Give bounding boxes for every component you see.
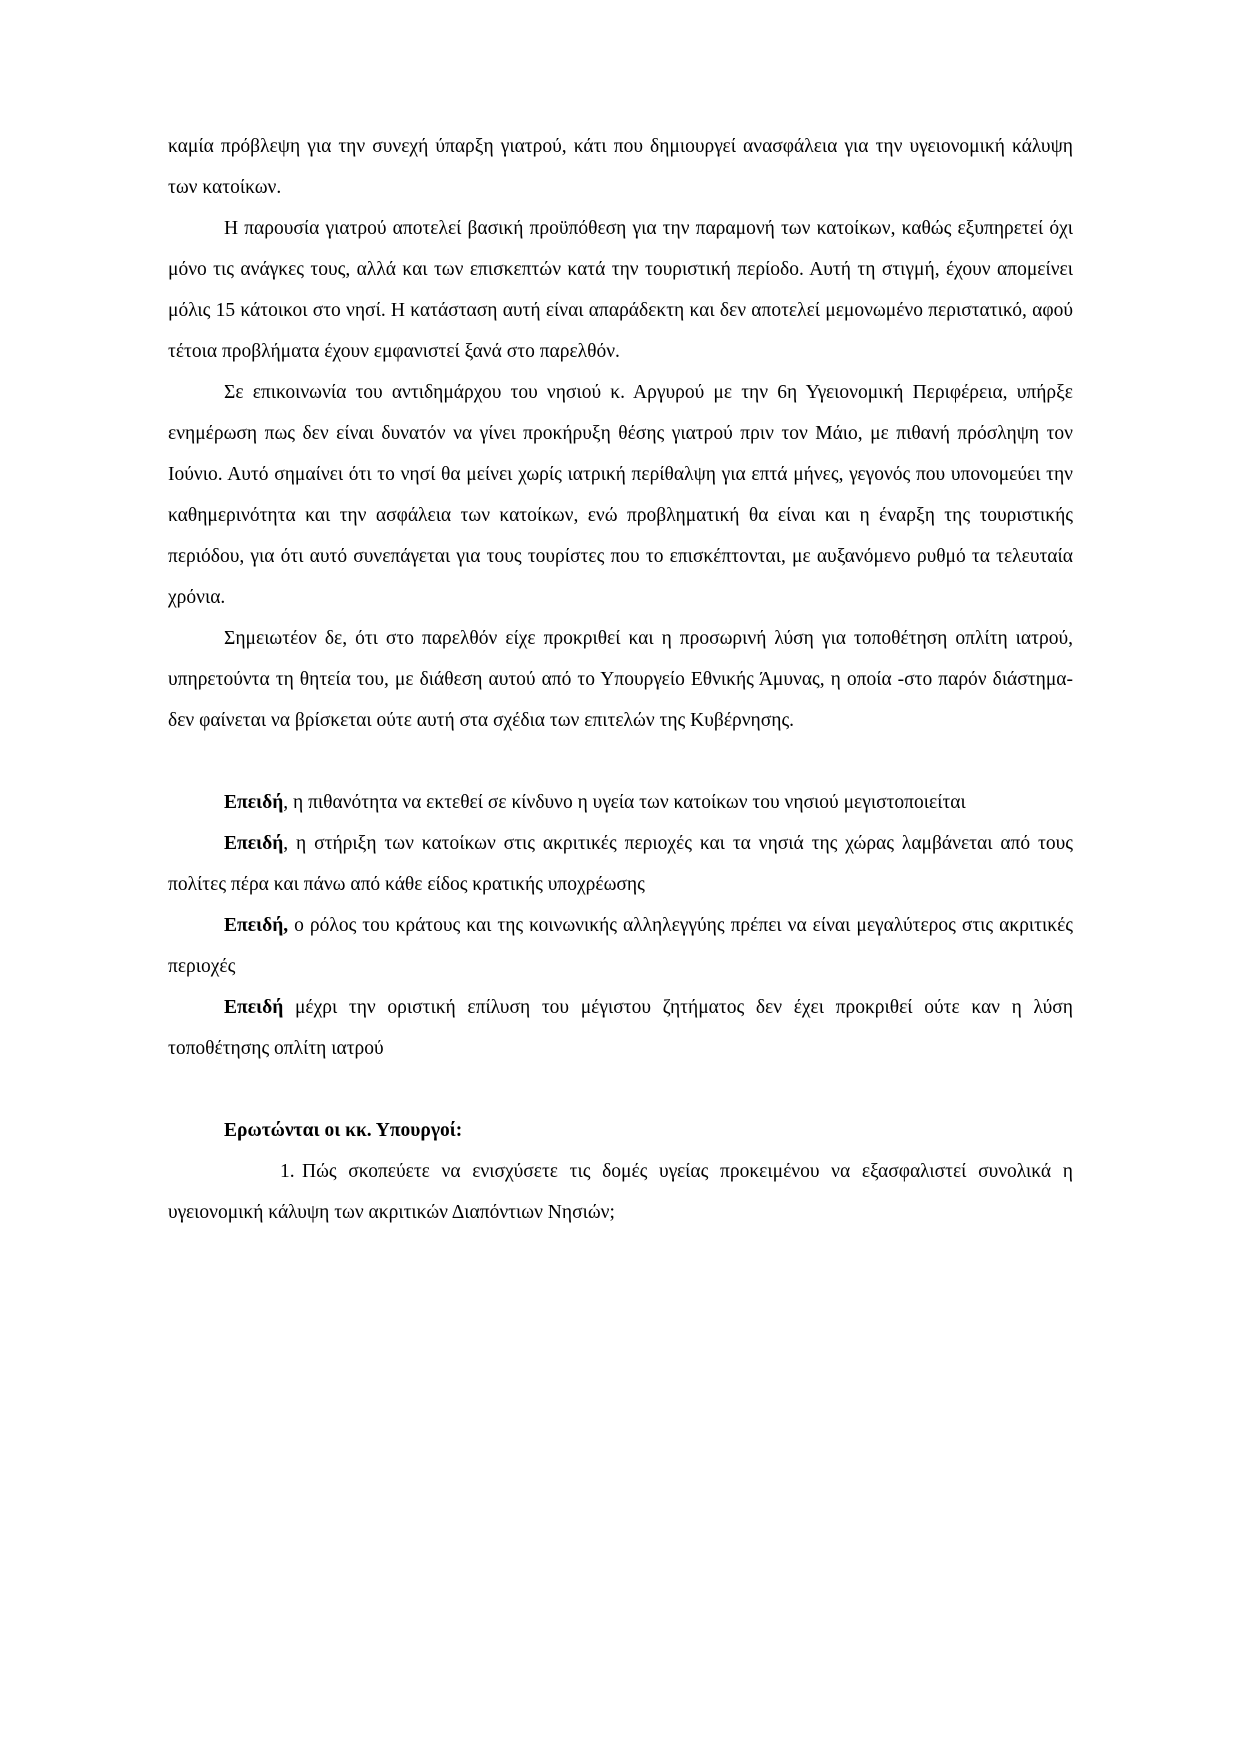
section-spacer bbox=[168, 741, 1073, 782]
clause-lead-3: Επειδή, bbox=[224, 915, 289, 936]
clause-item-4 bbox=[168, 987, 1073, 1069]
clause-item-2 bbox=[168, 823, 1073, 905]
clause-text-4: μέχρι την οριστική επίλυση του μέγιστου ζητήματος δεν έχει προκριθεί ούτε καν η λύση τοποθέτησης οπλίτη ιατρού bbox=[168, 997, 1073, 1059]
paragraph-temporary-solution: Σημειωτέον δε, ότι στο παρελθόν είχε προκριθεί και η προσωρινή λύση για τοποθέτηση οπλίτη ιατρού, υπηρετούντα τη θητεία του, με διάθεση αυτού από το Υπουργείο Εθνικής Άμυνας, η οποία -στο παρόν διάστημα- δεν φαίνεται να βρίσκεται ούτε αυτή στα σχέδια των επιτελών της Κυβέρνησης. bbox=[168, 628, 1073, 731]
question-item-1 bbox=[168, 1151, 1073, 1233]
document-body bbox=[168, 126, 1073, 1233]
question-number-1: 1. bbox=[280, 1161, 295, 1182]
questions-heading: Ερωτώνται οι κκ. Υπουργοί: bbox=[224, 1120, 463, 1141]
clause-item-3 bbox=[168, 905, 1073, 987]
paragraph-communication: Σε επικοινωνία του αντιδημάρχου του νησιού κ. Αργυρού με την 6η Υγειονομική Περιφέρεια, υπήρξε ενημέρωση πως δεν είναι δυνατόν να γίνει προκήρυξη θέσης γιατρού πριν τον Μάιο, με πιθανή πρόσληψη τον Ιούνιο. Αυτό σημαίνει ότι το νησί θα μείνει χωρίς ιατρική περίθαλψη για επτά μήνες, γεγονός που υπονομεύει την καθημερινότητα και την ασφάλεια των κατοίκων, ενώ προβληματική θα είναι και η έναρξη της τουριστικής περιόδου, για ότι αυτό συνεπάγεται για τους τουρίστες που το επισκέπτονται, με αυξανόμενο ρυθμό τα τελευταία χρόνια. bbox=[168, 382, 1073, 608]
clause-lead-4: Επειδή bbox=[224, 997, 284, 1018]
clause-lead-1: Επειδή bbox=[224, 792, 284, 813]
clause-lead-suffix-2: , bbox=[283, 833, 297, 854]
clause-lead-suffix-4 bbox=[283, 997, 295, 1018]
clause-item-1 bbox=[168, 782, 1073, 823]
clause-text-1: η πιθανότητα να εκτεθεί σε κίνδυνο η υγεία των κατοίκων του νησιού μεγιστοποιείται bbox=[293, 792, 966, 813]
paragraph-doctor-presence: Η παρουσία γιατρού αποτελεί βασική προϋπόθεση για την παραμονή των κατοίκων, καθώς εξυπηρετεί όχι μόνο τις ανάγκες τους, αλλά και των επισκεπτών κατά την τουριστική περίοδο. Αυτή τη στιγμή, έχουν απομείνει μόλις 15 κάτοικοι στο νησί. Η κατάσταση αυτή είναι απαράδεκτη και δεν αποτελεί μεμονωμένο περιστατικό, αφού τέτοια προβλήματα έχουν εμφανιστεί ξανά στο παρελθόν. bbox=[168, 218, 1073, 362]
clause-lead-2: Επειδή bbox=[224, 833, 284, 854]
clause-text-3: ο ρόλος του κράτους και της κοινωνικής αλληλεγγύης πρέπει να είναι μεγαλύτερος στις ακριτικές περιοχές bbox=[168, 915, 1073, 977]
clause-lead-suffix-1: , bbox=[283, 792, 294, 813]
question-text-1: Πώς σκοπεύετε να ενισχύσετε τις δομές υγείας προκειμένου να εξασφαλιστεί συνολικά η υγειονομική κάλυψη των ακριτικών Διαπόντιων Νησιών; bbox=[168, 1161, 1073, 1223]
paragraph-continuation: καμία πρόβλεψη για την συνεχή ύπαρξη γιατρού, κάτι που δημιουργεί ανασφάλεια για την υγειονομική κάλυψη των κατοίκων. bbox=[168, 136, 1073, 198]
section-spacer-2 bbox=[168, 1069, 1073, 1110]
clause-text-2: η στήριξη των κατοίκων στις ακριτικές περιοχές και τα νησιά της χώρας λαμβάνεται από τους πολίτες πέρα και πάνω από κάθε είδος κρατικής υποχρέωσης bbox=[168, 833, 1073, 895]
